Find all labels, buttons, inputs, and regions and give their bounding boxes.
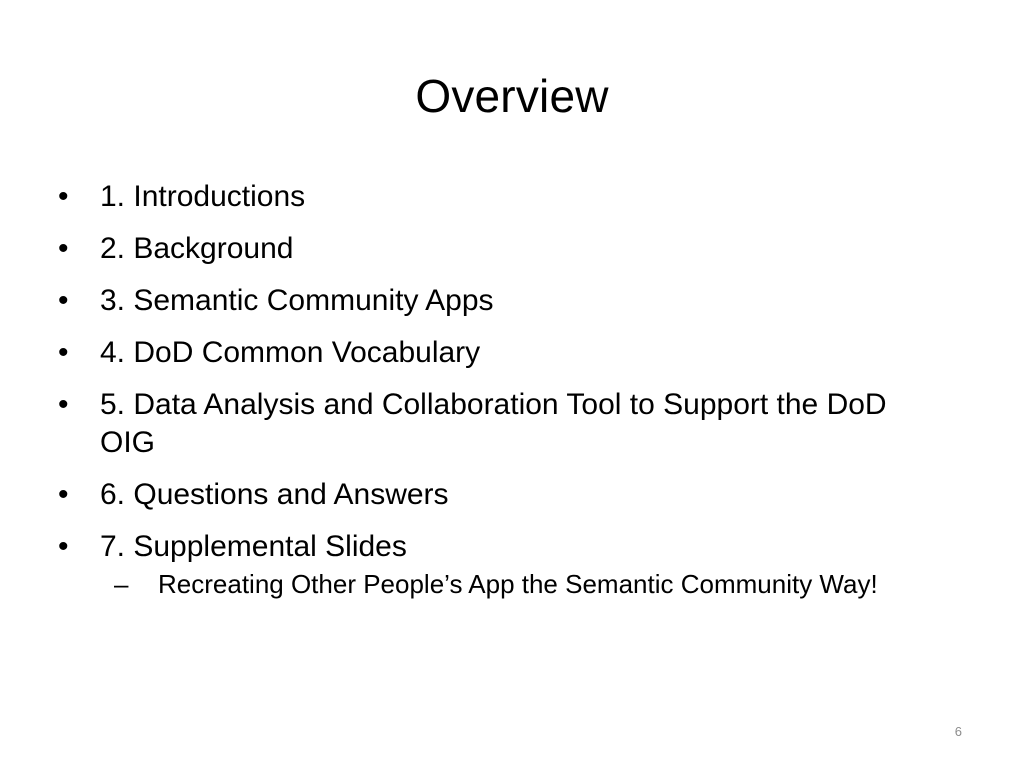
bullet-text: 5. Data Analysis and Collaboration Tool to Support the DoD OIG <box>100 388 887 459</box>
bullet-dot-icon: • <box>58 284 69 317</box>
bullet-dot-icon: • <box>58 336 69 369</box>
bullet-dot-icon: • <box>58 388 69 421</box>
page-number: 6 <box>954 724 962 739</box>
bullet-item <box>54 528 914 601</box>
bullet-text: 1. Introductions <box>100 180 306 213</box>
bullet-list <box>54 178 914 615</box>
bullet-text: 4. DoD Common Vocabulary <box>100 336 481 369</box>
sub-bullet-item <box>114 568 914 601</box>
bullet-item <box>54 178 914 216</box>
slide-title: Overview <box>415 70 609 122</box>
bullet-item <box>54 282 914 320</box>
bullet-text: 7. Supplemental Slides <box>100 530 407 563</box>
bullet-text: 3. Semantic Community Apps <box>100 284 494 317</box>
sub-bullet-list <box>100 568 914 601</box>
bullet-item <box>54 334 914 372</box>
bullet-text: 2. Background <box>100 232 294 265</box>
dash-icon: – <box>114 569 129 599</box>
bullet-text: 6. Questions and Answers <box>100 478 449 511</box>
bullet-item <box>54 230 914 268</box>
bullet-dot-icon: • <box>58 478 69 511</box>
sub-bullet-text: Recreating Other People’s App the Semantic Community Way! <box>158 569 878 599</box>
bullet-dot-icon: • <box>58 180 69 213</box>
bullet-dot-icon: • <box>58 530 69 563</box>
bullet-item <box>54 476 914 514</box>
bullet-item <box>54 386 914 462</box>
bullet-dot-icon: • <box>58 232 69 265</box>
